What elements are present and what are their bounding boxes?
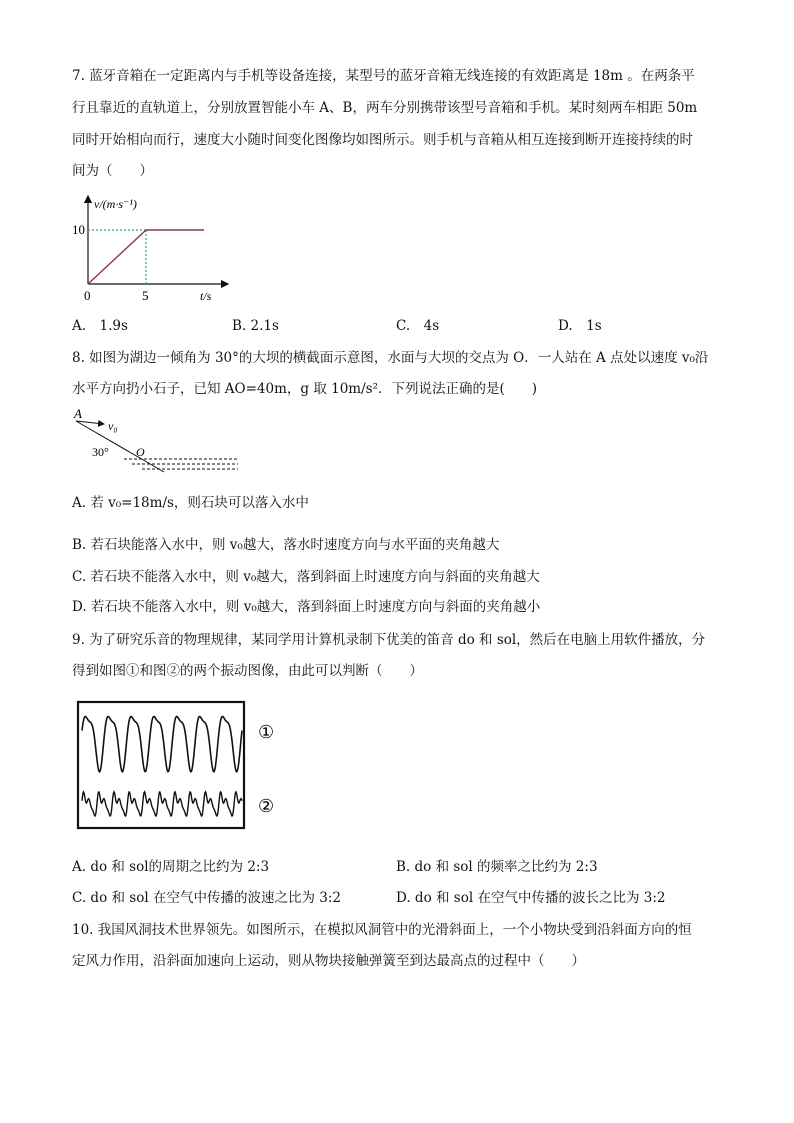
dam-slope-line xyxy=(76,421,164,472)
waveform-1-line xyxy=(82,717,242,772)
y-axis-label: v/(m·s⁻¹) xyxy=(94,197,137,211)
point-o-label: O xyxy=(136,445,145,459)
velocity-time-graph xyxy=(70,188,240,306)
waveform-frame xyxy=(78,702,244,828)
q7-line-2: 行且靠近的直轨道上，分别放置智能小车 A、B，两车分别携带该型号音箱和手机。某时刻两车相距 50m xyxy=(72,100,698,116)
x-tick-5: 5 xyxy=(142,288,149,303)
wave-2-label: ② xyxy=(258,796,275,816)
point-a-label: A xyxy=(74,408,82,421)
q7-line-4: 间为（ ） xyxy=(72,163,153,179)
origin-label: 0 xyxy=(84,288,91,303)
q9-option-a[interactable]: A. do 和 sol的周期之比约为 2:3 xyxy=(72,859,270,875)
q7-option-c[interactable]: C. 4s xyxy=(396,318,440,334)
q9-option-c[interactable]: C. do 和 sol 在空气中传播的波速之比为 3:2 xyxy=(72,890,341,906)
q8-option-d[interactable]: D. 若石块不能落入水中，则 v₀越大，落到斜面上时速度方向与斜面的夹角越小 xyxy=(72,599,541,615)
q8-option-b[interactable]: B. 若石块能落入水中，则 v₀越大，落水时速度方向与水平面的夹角越大 xyxy=(72,537,500,553)
wave-1-label: ① xyxy=(258,722,275,742)
y-tick-10: 10 xyxy=(72,222,85,237)
q9-option-d[interactable]: D. do 和 sol 在空气中传播的波长之比为 3:2 xyxy=(396,890,666,906)
v0-label: v₀ xyxy=(108,419,118,433)
waveform-2-line xyxy=(82,792,242,816)
q8-option-c[interactable]: C. 若石块不能落入水中，则 v₀越大，落到斜面上时速度方向与斜面的夹角越大 xyxy=(72,569,540,585)
q8-option-a[interactable]: A. 若 v₀=18m/s，则石块可以落入水中 xyxy=(72,495,309,511)
q9-line-1: 9. 为了研究乐音的物理规律，某同学用计算机录制下优美的笛音 do 和 sol，然后在电脑上用软件播放，分 xyxy=(72,632,706,648)
q9-line-2: 得到如图①和图②的两个振动图像，由此可以判断（ ） xyxy=(72,663,423,679)
x-axis-label: t/s xyxy=(200,289,212,303)
angle-label: 30° xyxy=(92,445,109,459)
q7-line-3: 同时开始相向而行，速度大小随时间变化图像均如图所示。则手机与音箱从相互连接到断开连接持续的时 xyxy=(72,132,693,148)
waveform-figure xyxy=(74,700,284,832)
q8-line-1: 8. 如图为湖边一倾角为 30°的大坝的横截面示意图，水面与大坝的交点为 O．一人站在 A 点处以速度 v₀沿 xyxy=(72,350,709,366)
q9-option-b[interactable]: B. do 和 sol 的频率之比约为 2:3 xyxy=(396,859,598,875)
q10-line-2: 定风力作用，沿斜面加速向上运动，则从物块接触弹簧至到达最高点的过程中（ ） xyxy=(72,953,585,969)
dam-cross-section-figure xyxy=(70,408,245,480)
q7-option-b[interactable]: B. 2.1s xyxy=(232,318,279,334)
q8-line-2: 水平方向扔小石子，已知 AO=40m，g 取 10m/s²．下列说法正确的是( ) xyxy=(72,381,538,397)
q7-option-d[interactable]: D. 1s xyxy=(558,318,602,334)
q10-line-1: 10. 我国风洞技术世界领先。如图所示，在模拟风洞管中的光滑斜面上，一个小物块受到沿斜面方向的恒 xyxy=(72,922,692,938)
q7-option-a[interactable]: A. 1.9s xyxy=(72,318,128,334)
q7-line-1: 7. 蓝牙音箱在一定距离内与手机等设备连接，某型号的蓝牙音箱无线连接的有效距离是 18m 。在两条平 xyxy=(72,68,695,84)
